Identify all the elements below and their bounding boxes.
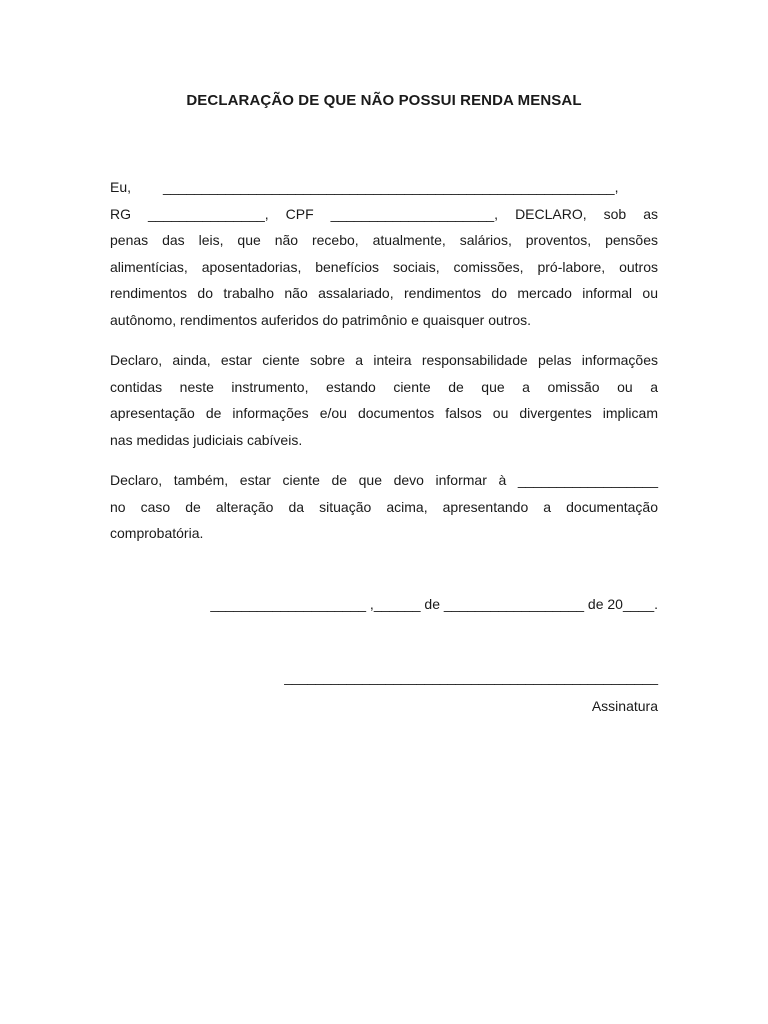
id-line: RG _______________, CPF _____________________, DECLARO, sob as [110, 205, 658, 222]
paragraph-line: Declaro, também, estar ciente de que devo informar à __________________ [110, 472, 658, 488]
paragraph-line: nas medidas judiciais cabíveis. [110, 431, 303, 448]
signature-line: ________________________________________________ [284, 669, 658, 685]
paragraph-line: apresentação de informações e/ou documentos falsos ou divergentes implicam [110, 405, 658, 421]
name-line [110, 174, 658, 201]
date-line: ____________________ ,______ de __________________ de 20____. [210, 596, 658, 612]
document-title: DECLARAÇÃO DE QUE NÃO POSSUI RENDA MENSAL [186, 92, 582, 109]
declaration-paragraph [110, 174, 658, 333]
name-blank: __________________________________________________________, [163, 179, 619, 195]
paragraph-line: alimentícias, aposentadorias, benefícios sociais, comissões, pró-labore, outros [110, 258, 658, 275]
paragraph-line: rendimentos do trabalho não assalariado, rendimentos do mercado informal ou [110, 285, 658, 301]
paragraph-line: contidas neste instrumento, estando ciente de que a omissão ou a [110, 378, 658, 395]
eu-label: Eu, [110, 179, 132, 195]
paragraph-line: penas das leis, que não recebo, atualmente, salários, proventos, pensões [110, 232, 658, 248]
paragraph-line: autônomo, rendimentos auferidos do patrimônio e quaisquer outros. [110, 311, 532, 328]
responsibility-paragraph [110, 347, 658, 453]
notification-paragraph [110, 467, 658, 547]
paragraph-line: comprobatória. [110, 525, 204, 541]
paragraph-line: no caso de alteração da situação acima, apresentando a documentação [110, 498, 658, 515]
signature-label: Assinatura [591, 698, 658, 714]
paragraph-line: Declaro, ainda, estar ciente sobre a inteira responsabilidade pelas informações [110, 352, 658, 368]
